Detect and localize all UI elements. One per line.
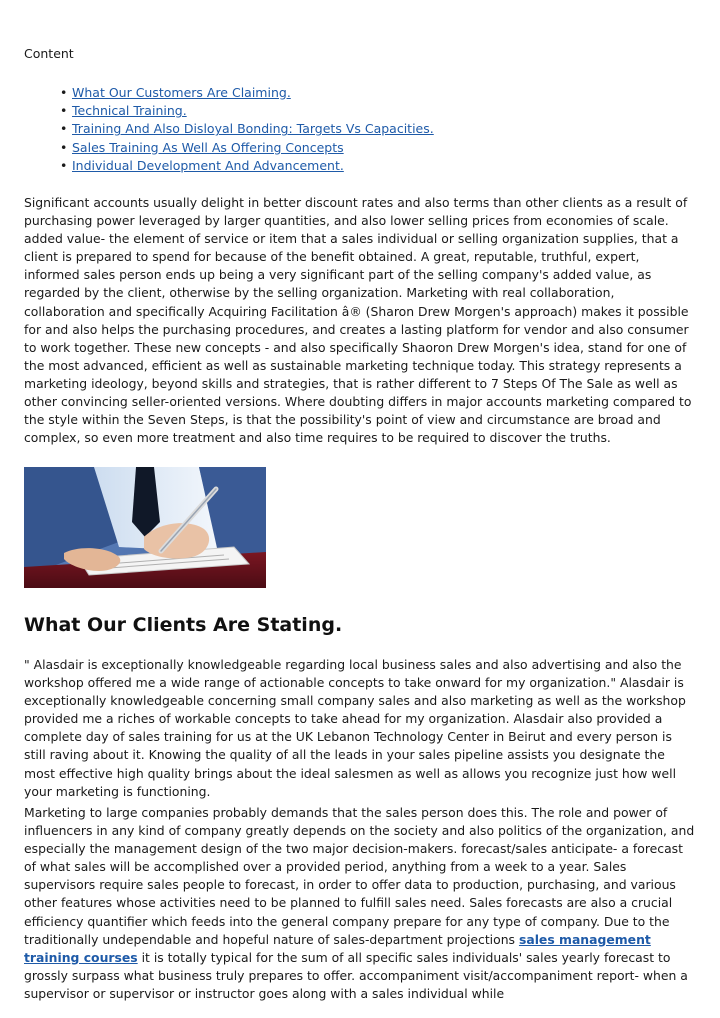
article-paragraph-3	[24, 804, 696, 1003]
toc-item	[62, 84, 434, 102]
toc-link-sales-training[interactable]: Sales Training As Well As Offering Concepts	[72, 139, 344, 155]
sales-training-courses-link[interactable]: sales management training courses	[24, 931, 651, 965]
toc-heading: Content	[24, 46, 74, 61]
toc-item	[62, 102, 434, 120]
bullet-icon: •	[60, 157, 68, 173]
toc-item	[62, 120, 434, 138]
toc-link-technical-training[interactable]: Technical Training.	[72, 103, 187, 119]
bullet-icon: •	[60, 85, 68, 100]
bullet-icon: •	[60, 103, 68, 119]
signing-document-illustration	[24, 467, 266, 588]
toc-link-customers[interactable]: What Our Customers Are Claiming.	[72, 85, 291, 100]
article-paragraph-1: Significant accounts usually delight in better discount rates and also terms than other clients as a result of purchasing power leveraged by larger quantities, and also lower selling prices from economies of scale. added value- the element of service or item that a sales individual or selling organization supplies, that a client is prepared to spend for because of the benefit obtained. A great, reputable, truthful, expert, informed sales person ends up being a very significant part of the selling company's added value, as regarded by the client, otherwise by the selling organization. Marketing with real collaboration, collaboration and specifically Acquiring Facilitation â® (Sharon Drew Morgen's approach) makes it possible for and also helps the purchasing procedures, and creates a lasting platform for vendor and also consumer to work together. These new concepts - and also specifically Shaoron Drew Morgen's idea, stand for one of the most advanced, efficient as well as sustainable marketing technique today. This strategy represents a marketing ideology, beyond skills and strategies, that is rather different to 7 Steps Of The Sale as well as other convincing seller-oriented versions. Where doubting differs in major accounts marketing compared to the style within the Seven Steps, is that the possibility's point of view and circumstance are broad and complex, so even more treatment and also time requires to be required to discover the truths.	[24, 195, 692, 446]
toc-link-bonding[interactable]: Training And Also Disloyal Bonding: Targets Vs Capacities.	[72, 121, 434, 137]
article-paragraph-2: " Alasdair is exceptionally knowledgeable regarding local business sales and also advertising and also the workshop offered me a wide range of actionable concepts to take onward for my organization." Alasdair is exceptionally knowledgeable concerning small company sales and also marketing as well as the workshop provided me a riches of workable concepts to take ahead for my organization. Alasdair also provided a complete day of sales training for us at the UK Lebanon Technology Center in Beirut and every person is still raving about it. Knowing the quality of all the leads in your sales pipeline assists you designate the most effective high quality brings about the ideal salesmen as well as allows you recognize just how well your marketing is functioning.	[24, 657, 686, 799]
toc-item	[62, 139, 434, 157]
bullet-icon: •	[60, 139, 68, 155]
section-heading-clients: What Our Clients Are Stating.	[24, 614, 343, 636]
business-photo	[24, 467, 266, 588]
table-of-contents	[62, 84, 434, 175]
toc-link-development[interactable]: Individual Development And Advancement.	[72, 157, 344, 173]
paragraph-3-text-before-link: Marketing to large companies probably demands that the sales person does this. The role and power of influencers in any kind of company greatly depends on the society and also politics of the organization, and especially the management design of the two major decision-makers. forecast/sales anticipate- a forecast of what sales will be accomplished over a provided period, anything from a week to a year. Sales supervisors require sales people to forecast, in order to offer data to production, purchasing, and various other features whose activities need to be planned to fulfill sales need. Sales forecasts are also a crucial efficiency quantifier which feeds into the general company prepare for any type of company. Due to the traditionally undependable and hopeful nature of sales-department projections	[24, 805, 695, 947]
paragraph-3-text-after-link: it is totally typical for the sum of all specific sales individuals' sales yearly forecast to grossly surpass what business truly prepares to offer. accompaniment visit/accompaniment report- when a supervisor or supervisor or instructor goes along with a sales individual while	[24, 949, 688, 1001]
toc-item	[62, 157, 434, 175]
bullet-icon: •	[60, 121, 68, 137]
